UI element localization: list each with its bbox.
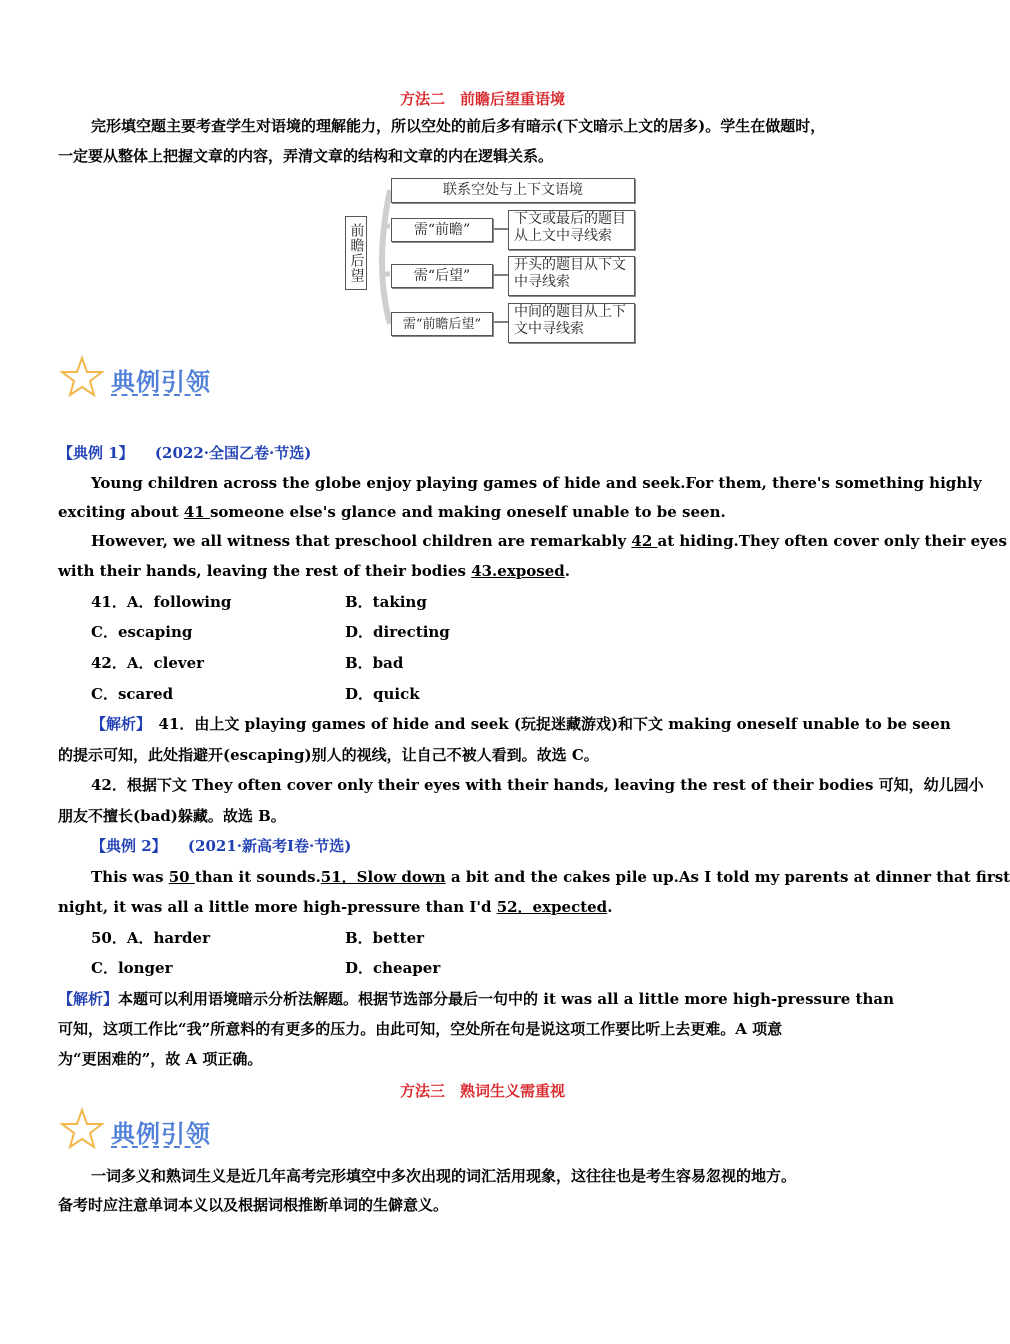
example2-header bbox=[91, 836, 351, 856]
text-run: This was bbox=[91, 868, 169, 886]
diagram-desc-2-line2: 中寻线索 bbox=[514, 274, 570, 290]
example1-p1-line1: Young children across the globe enjoy playing games of hide and seek.For them, there's something highly bbox=[91, 474, 982, 492]
diagram-need-2: 需“后望” bbox=[391, 264, 493, 288]
option-50c: C．longer bbox=[91, 959, 173, 977]
analysis-label: 【解析】 bbox=[58, 990, 119, 1008]
text-run: 41．由上文 playing games of hide and seek (玩捉迷藏游戏)和下文 making oneself unable to be seen bbox=[143, 715, 951, 733]
option-41b: B．taking bbox=[345, 593, 427, 611]
diagram-desc-3-line2: 文中寻线索 bbox=[514, 321, 584, 337]
diagram-desc-2-line1: 开头的题目从下文 bbox=[514, 257, 626, 273]
option-41c: C．escaping bbox=[91, 623, 193, 641]
diagram-desc-3-line1: 中间的题目从上下 bbox=[514, 304, 626, 320]
method3-heading: 方法三 熟词生义需重视 bbox=[400, 1082, 566, 1100]
example1-analysis-line1 bbox=[91, 714, 951, 734]
banner-1-title: 典例引领 bbox=[111, 368, 211, 396]
option-42b: B．bad bbox=[345, 654, 404, 672]
option-50a: 50．A．harder bbox=[91, 929, 210, 947]
example2-analysis-line3: 为“更困难的”，故 A 项正确。 bbox=[58, 1050, 263, 1068]
text-run: exciting about bbox=[58, 503, 184, 521]
diagram-desc-1-line2: 从上文中寻线索 bbox=[514, 228, 612, 244]
method2-intro-line1: 完形填空题主要考查学生对语境的理解能力，所以空处的前后多有暗示(下文暗示上文的居多)。学生在做题时， bbox=[91, 117, 826, 135]
diagram-side-box: 前瞻后望 bbox=[345, 216, 367, 290]
blank-52: 52．expected bbox=[496, 898, 608, 916]
example2-label: 【典例 2】 bbox=[91, 837, 167, 855]
example2-source: (2021·新高考Ⅰ卷·节选) bbox=[187, 837, 352, 855]
example1-analysis-line2: 的提示可知，此处指避开(escaping)别人的视线，让自己不被人看到。故选 C。 bbox=[58, 746, 599, 764]
example1-analysis-line4: 朋友不擅长(bad)躲藏。故选 B。 bbox=[58, 807, 286, 825]
banner-2-title: 典例引领 bbox=[111, 1120, 211, 1148]
example1-p2-line1 bbox=[91, 531, 1007, 551]
diagram-desc-1-line1: 下文或最后的题目 bbox=[514, 211, 626, 227]
text-run: a bit and the cakes pile up.As I told my parents at dinner that first bbox=[445, 868, 1010, 886]
option-50d: D．cheaper bbox=[345, 959, 441, 977]
example1-p2-line2 bbox=[58, 561, 570, 581]
text-run: than it sounds. bbox=[194, 868, 321, 886]
example1-label: 【典例 1】 bbox=[58, 444, 134, 462]
star-icon bbox=[60, 356, 104, 398]
example1-source: (2022·全国乙卷·节选) bbox=[154, 444, 312, 462]
diagram-top-box: 联系空处与上下文语境 bbox=[391, 178, 635, 203]
banner-1-underline bbox=[111, 394, 201, 396]
text-run: However, we all witness that preschool children are remarkably bbox=[91, 532, 632, 550]
diagram-desc-3 bbox=[508, 303, 635, 343]
method-diagram bbox=[340, 176, 640, 346]
diagram-need-1: 需“前瞻” bbox=[391, 218, 493, 242]
closing-line1: 一词多义和熟词生义是近几年高考完形填空中多次出现的词汇活用现象，这往往也是考生容易忽视的地方。 bbox=[91, 1167, 797, 1185]
option-42c: C．scared bbox=[91, 685, 174, 703]
option-50b: B．better bbox=[345, 929, 425, 947]
text-run: someone else's glance and making oneself unable to be seen. bbox=[209, 503, 726, 521]
text-run: 本题可以利用语境暗示分析法解题。根据节选部分最后一句中的 it was all a little more high-pressure than bbox=[118, 990, 895, 1008]
closing-line2: 备考时应注意单词本义以及根据词根推断单词的生僻意义。 bbox=[58, 1196, 449, 1214]
example2-line1 bbox=[91, 867, 1010, 887]
option-41a: 41．A．following bbox=[91, 593, 232, 611]
diagram-need-3: 需“前瞻后望” bbox=[391, 312, 493, 336]
blank-42: 42 bbox=[631, 532, 658, 550]
example2-line2 bbox=[58, 897, 612, 917]
option-41d: D．directing bbox=[345, 623, 450, 641]
diagram-desc-1 bbox=[508, 210, 635, 250]
example1-analysis-line3: 42．根据下文 They often cover only their eyes with their hands, leaving the rest of their bodies 可知，幼儿园小 bbox=[91, 776, 984, 794]
analysis-label: 【解析】 bbox=[91, 715, 144, 733]
text-run: night, it was all a little more high-pressure than I'd bbox=[58, 898, 497, 916]
option-42a: 42．A．clever bbox=[91, 654, 205, 672]
example-banner-1 bbox=[60, 356, 220, 406]
text-run: . bbox=[607, 898, 613, 916]
blank-51: 51．Slow down bbox=[320, 868, 446, 886]
text-run: with their hands, leaving the rest of their bodies bbox=[58, 562, 472, 580]
star-icon bbox=[60, 1108, 104, 1150]
blank-41: 41 bbox=[183, 503, 210, 521]
example2-analysis-line2: 可知，这项工作比“我”所意料的有更多的压力。由此可知，空处所在句是说这项工作要比听上去更难。A 项意 bbox=[58, 1020, 783, 1038]
example2-analysis-line1 bbox=[58, 989, 894, 1009]
banner-2-underline bbox=[111, 1146, 201, 1148]
option-42d: D．quick bbox=[345, 685, 420, 703]
blank-50: 50 bbox=[168, 868, 195, 886]
example1-p1-line2 bbox=[58, 502, 726, 522]
method2-intro-line2: 一定要从整体上把握文章的内容，弄清文章的结构和文章的内在逻辑关系。 bbox=[58, 147, 554, 165]
example1-header bbox=[58, 443, 311, 463]
text-run: at hiding.They often cover only their eyes bbox=[657, 532, 1007, 550]
example-banner-2 bbox=[60, 1108, 220, 1158]
text-run: . bbox=[564, 562, 570, 580]
blank-43: 43.exposed bbox=[471, 562, 565, 580]
diagram-desc-2 bbox=[508, 256, 635, 296]
method2-heading: 方法二 前瞻后望重语境 bbox=[400, 90, 566, 108]
